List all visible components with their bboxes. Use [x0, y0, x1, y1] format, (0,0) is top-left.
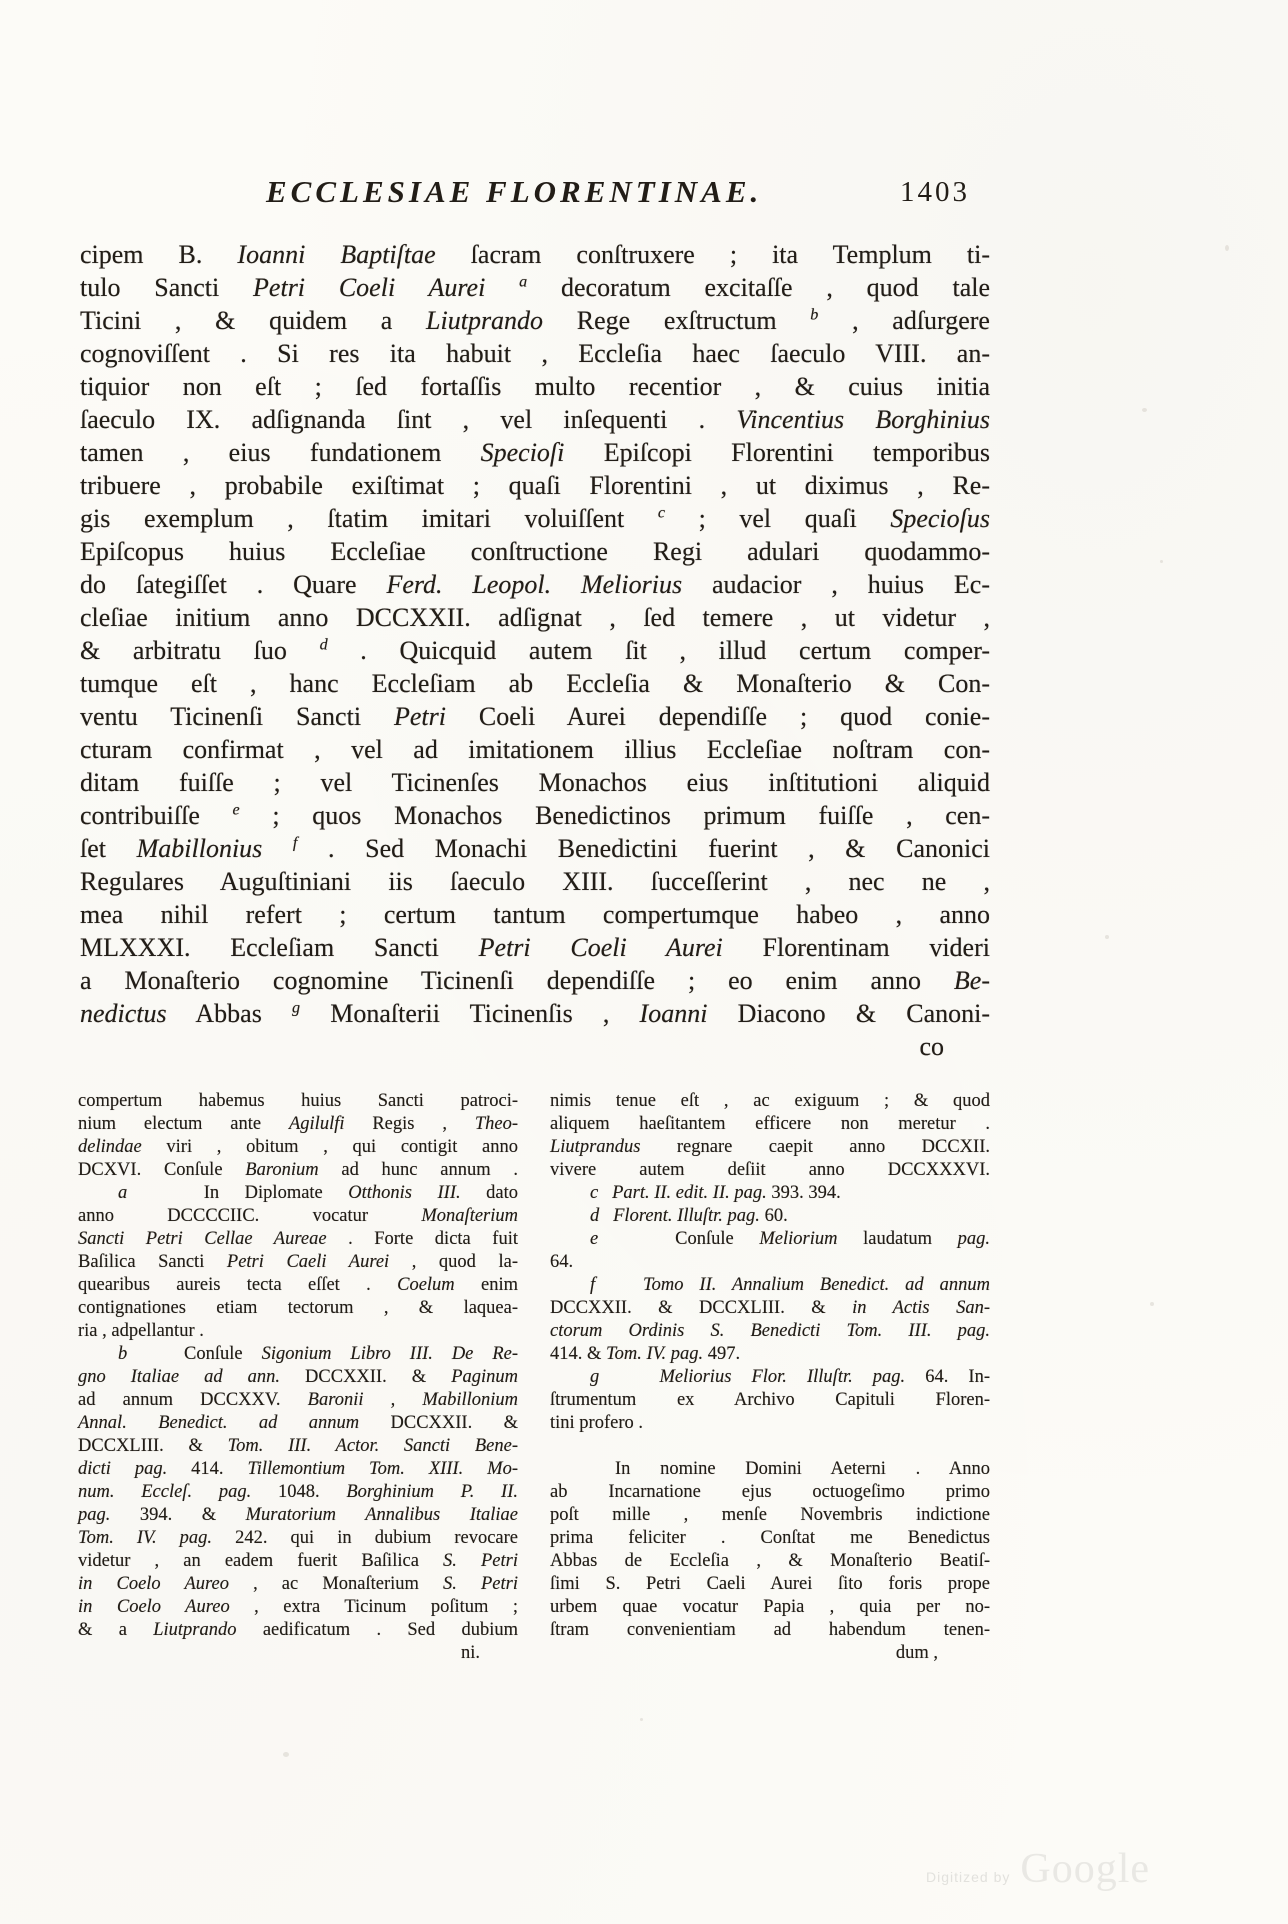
text-segment: Coeli Aurei dependiſſe ; quod conie-	[445, 702, 990, 731]
text-segment: viri , obitum , qui contigit anno	[141, 1137, 518, 1157]
text-segment: c	[590, 1183, 599, 1203]
text-segment: urbem quae vocatur Papia , quia per no-	[550, 1597, 990, 1617]
text-segment: Sigonium Libro III. De Re-	[261, 1344, 518, 1364]
text-segment: prima feliciter . Conſtat me Benedictus	[550, 1528, 990, 1548]
text-segment	[262, 834, 293, 863]
text-line	[78, 1205, 518, 1228]
footnote-marker: b	[810, 306, 819, 324]
text-segment: Liutprando	[426, 306, 544, 335]
text-segment: Monaſterium	[421, 1206, 518, 1226]
text-segment: dato	[460, 1183, 518, 1203]
text-line	[550, 1435, 990, 1458]
text-line	[78, 1090, 518, 1113]
text-line	[80, 535, 990, 568]
text-line	[550, 1504, 990, 1527]
footnote-marker: g	[291, 999, 301, 1017]
text-segment: 60.	[759, 1206, 788, 1226]
page-number: 1403	[900, 176, 970, 208]
text-segment: Theo-	[474, 1114, 518, 1134]
text-line	[80, 304, 990, 337]
text-segment: Muratorium Annalibus Italiae	[245, 1505, 518, 1525]
text-line	[80, 865, 990, 898]
text-line	[80, 766, 990, 799]
text-segment: ad hunc annum .	[318, 1160, 518, 1180]
text-segment: gno Italiae ad ann.	[78, 1367, 280, 1387]
text-line	[78, 1389, 518, 1412]
scan-speck	[640, 1718, 643, 1721]
text-line	[80, 436, 990, 469]
text-segment: Abbas de Eccleſia , & Monaſterio Beatiſ-	[550, 1551, 990, 1571]
footnote-left-lines	[78, 1090, 518, 1642]
text-segment: Liutprandus	[550, 1137, 641, 1157]
text-segment	[485, 273, 519, 302]
text-segment: e	[590, 1229, 599, 1249]
watermark	[926, 1845, 1150, 1893]
text-segment: a Monaſterio cognomine Ticinenſi dependiſſe ; eo enim anno	[80, 966, 954, 995]
text-line	[550, 1113, 990, 1136]
text-segment: ſimi S. Petri Caeli Aurei ſito foris prope	[550, 1574, 990, 1594]
text-segment: Petri Caeli Aurei	[226, 1252, 390, 1272]
text-segment: g	[590, 1367, 600, 1387]
text-line	[80, 271, 990, 304]
text-segment: Tomo II. Annalium Benedict. ad annum	[643, 1275, 991, 1295]
text-segment: , extra Ticinum poſitum ;	[229, 1597, 518, 1617]
text-segment: tribuere , probabile exiſtimat ; quaſi Florentini , ut diximus , Re-	[80, 471, 990, 500]
text-line	[78, 1596, 518, 1619]
text-segment: quearibus aureis tecta eſſet .	[78, 1275, 398, 1295]
text-segment: 1048.	[251, 1482, 347, 1502]
text-line	[550, 1343, 990, 1366]
text-segment: in Actis San-	[852, 1298, 990, 1318]
scan-speck	[1142, 408, 1147, 412]
footnote-right-lines	[550, 1090, 990, 1642]
text-segment: aliquem haeſitantem efficere non meretur .	[550, 1114, 990, 1134]
text-segment: do ſategiſſet . Quare	[80, 570, 387, 599]
footnote-marker: d	[319, 636, 328, 654]
text-segment: DCCXXII. &	[359, 1413, 518, 1433]
footnotes-section	[78, 1090, 990, 1665]
text-segment: ria , adpellantur .	[78, 1321, 204, 1341]
text-line	[78, 1573, 518, 1596]
text-segment: Annal. Benedict. ad annum	[78, 1413, 360, 1433]
text-segment: Regis ,	[344, 1114, 475, 1134]
text-line	[550, 1205, 990, 1228]
text-line	[550, 1527, 990, 1550]
text-segment: 414. &	[550, 1344, 607, 1364]
text-segment: ſaeculo IX. adſignanda ſint , vel inſequenti .	[80, 405, 737, 434]
text-segment: DCCXLIII. &	[78, 1436, 228, 1456]
text-line	[80, 403, 990, 436]
text-line	[550, 1366, 990, 1389]
text-segment: 242. qui in dubium revocare	[212, 1528, 518, 1548]
text-segment: nedictus	[80, 999, 167, 1028]
text-line	[80, 964, 990, 997]
footnote-marker: f	[292, 834, 298, 852]
text-segment: Specioſus	[890, 504, 990, 533]
text-segment: Tom. IV. pag.	[606, 1344, 704, 1364]
text-segment: Part. II. edit. II. pag.	[612, 1183, 767, 1203]
text-segment: Sancti Petri Cellae Aureae	[78, 1229, 327, 1249]
google-logo: Google	[1020, 1846, 1151, 1892]
text-segment: Tillemontium Tom. XIII. Mo-	[247, 1459, 518, 1479]
text-segment: Otthonis III.	[348, 1183, 461, 1203]
text-segment: num. Eccleſ. pag.	[78, 1482, 252, 1502]
text-line	[78, 1159, 518, 1182]
text-segment: ad annum DCCXXV.	[78, 1390, 308, 1410]
text-segment: Paginum	[451, 1367, 518, 1387]
text-segment: Baſilica Sancti	[78, 1252, 227, 1272]
scan-speck	[1160, 560, 1163, 563]
catchword-main: co	[919, 1032, 944, 1061]
text-segment: tamen , eius fundationem	[80, 438, 481, 467]
text-line	[78, 1320, 518, 1343]
text-segment: Regulares Auguſtiniani iis ſaeculo XIII. ſucceſſerint , nec ne ,	[80, 867, 990, 896]
text-segment: ſtrumentum ex Archivo Capituli Floren-	[550, 1390, 990, 1410]
text-segment: Specioſi	[480, 438, 565, 467]
text-segment: S. Petri	[443, 1574, 518, 1594]
text-segment: Conſule	[598, 1229, 760, 1249]
text-segment: decoratum excitaſſe , quod tale	[527, 273, 991, 302]
text-line	[80, 469, 990, 502]
text-line	[550, 1090, 990, 1113]
text-segment: tulo Sancti	[80, 273, 254, 302]
text-line	[550, 1159, 990, 1182]
text-segment: In nomine Domini Aeterni . Anno	[615, 1459, 990, 1479]
scan-speck	[283, 1752, 289, 1757]
text-segment: Ioanni Baptiſtae	[237, 240, 436, 269]
text-segment: Vincentius Borghinius	[736, 405, 990, 434]
text-segment: Diacono & Canoni-	[707, 999, 990, 1028]
text-segment: tiquior non eſt ; ſed fortaſſis multo recentior , & cuius initia	[80, 372, 990, 401]
text-segment: Borghinium P. II.	[346, 1482, 519, 1502]
text-segment: Coelum	[397, 1275, 455, 1295]
text-segment: Ioanni	[639, 999, 708, 1028]
text-segment: Florentinam videri	[722, 933, 990, 962]
footnote-column-left	[78, 1090, 518, 1665]
text-line	[80, 568, 990, 601]
scan-speck	[1150, 1302, 1154, 1306]
footnote-marker: e	[232, 801, 240, 819]
text-segment: Mabillonius	[136, 834, 263, 863]
text-segment: . Sed Monachi Benedictini fuerint , & Canonici	[297, 834, 990, 863]
text-segment	[595, 1275, 643, 1295]
text-segment: In Diplomate	[127, 1183, 349, 1203]
text-segment: Tom. III. Actor. Sancti Bene-	[227, 1436, 518, 1456]
text-segment: tini profero .	[550, 1413, 643, 1433]
text-line	[78, 1481, 518, 1504]
text-segment	[598, 1183, 612, 1203]
text-line	[550, 1596, 990, 1619]
text-line	[550, 1550, 990, 1573]
text-segment: Epiſcopi Florentini temporibus	[564, 438, 990, 467]
text-segment: Meliorium	[759, 1229, 838, 1249]
text-segment: in Coelo Aureo	[78, 1574, 229, 1594]
text-line	[550, 1274, 990, 1297]
text-segment: dicti pag.	[78, 1459, 168, 1479]
text-line	[80, 997, 990, 1030]
text-segment: Tom. IV. pag.	[78, 1528, 213, 1548]
text-segment: , ac Monaſterium	[228, 1574, 444, 1594]
text-line	[80, 238, 990, 271]
text-line	[80, 733, 990, 766]
text-segment: ſacram conſtruxere ; ita Templum ti-	[435, 240, 991, 269]
text-line	[80, 370, 990, 403]
text-segment: Abbas	[166, 999, 292, 1028]
text-segment: videtur , an eadem fuerit Baſilica	[78, 1551, 444, 1571]
text-line	[550, 1573, 990, 1596]
text-line	[550, 1297, 990, 1320]
text-line	[550, 1320, 990, 1343]
text-segment: Ticini , & quidem a	[80, 306, 427, 335]
text-segment: Epiſcopus huius Eccleſiae conſtructione Regi adulari quodammo-	[80, 537, 990, 566]
text-segment: MLXXXI. Eccleſiam Sancti	[80, 933, 479, 962]
text-segment: 393. 394.	[766, 1183, 841, 1203]
scan-speck	[1105, 935, 1109, 939]
text-segment	[599, 1206, 613, 1226]
text-segment: regnare caepit anno DCCXII.	[640, 1137, 990, 1157]
text-segment: , quod la-	[389, 1252, 519, 1272]
text-segment: , adſurgere	[818, 306, 990, 335]
text-segment: ſtram convenientiam ad habendum tenen-	[550, 1620, 990, 1640]
text-line	[78, 1274, 518, 1297]
text-segment: Florent. Illuſtr. pag.	[613, 1206, 760, 1226]
text-line	[80, 700, 990, 733]
text-segment: 64.	[550, 1252, 574, 1272]
text-segment: ab Incarnatione ejus octuogeſimo primo	[550, 1482, 990, 1502]
text-line	[550, 1619, 990, 1642]
text-segment: . Forte dicta fuit	[326, 1229, 518, 1249]
main-text-block	[80, 238, 990, 1063]
text-segment: . Quicquid autem ſit , illud certum comper-	[327, 636, 990, 665]
text-segment: aedificatum . Sed dubium	[236, 1620, 518, 1640]
text-segment: delindae	[78, 1137, 142, 1157]
text-segment: Baronii , Mabillonium	[307, 1390, 518, 1410]
text-segment: b	[118, 1344, 128, 1364]
running-header	[80, 170, 990, 218]
text-segment: cipem B.	[80, 240, 238, 269]
scan-speck	[1225, 245, 1229, 251]
footnote-marker: c	[657, 504, 665, 522]
text-segment: d	[590, 1206, 600, 1226]
text-segment: Agilulfi	[288, 1114, 345, 1134]
text-line	[80, 898, 990, 931]
text-segment: 64. In-	[905, 1367, 990, 1387]
text-segment: 497.	[703, 1344, 741, 1364]
text-segment: cognoviſſent . Si res ita habuit , Eccleſia haec ſaeculo VIII. an-	[80, 339, 990, 368]
text-line	[78, 1343, 518, 1366]
text-segment: laudatum	[837, 1229, 958, 1249]
text-line	[78, 1182, 518, 1205]
text-line	[78, 1113, 518, 1136]
text-segment: & a	[78, 1620, 154, 1640]
text-segment: & arbitratu ſuo	[80, 636, 320, 665]
text-segment: Be-	[953, 966, 990, 995]
text-segment: ctorum Ordinis S. Benedicti Tom. III. pag.	[550, 1321, 990, 1341]
main-text-lines	[80, 238, 990, 1030]
text-segment: Ferd. Leopol. Meliorius	[386, 570, 683, 599]
text-line	[80, 601, 990, 634]
text-segment: Petri	[393, 702, 446, 731]
text-segment: ventu Ticinenſi Sancti	[80, 702, 394, 731]
text-segment: ; quos Monachos Benedictinos primum fuiſſe , cen-	[239, 801, 990, 830]
text-segment: ſet	[80, 834, 137, 863]
text-line	[550, 1458, 990, 1481]
text-segment: a	[118, 1183, 128, 1203]
text-segment: f	[590, 1275, 596, 1295]
text-line	[78, 1297, 518, 1320]
text-line	[550, 1389, 990, 1412]
text-segment: pag.	[78, 1505, 111, 1525]
text-segment: mea nihil refert ; certum tantum compertumque habeo , anno	[80, 900, 990, 929]
text-segment: tumque eſt , hanc Eccleſiam ab Eccleſia & Monaſterio & Con-	[80, 669, 990, 698]
catchword-footnote-right: dum ,	[895, 1643, 938, 1663]
text-segment: vivere autem deſiit anno DCCXXXVI.	[550, 1160, 990, 1180]
text-line	[550, 1182, 990, 1205]
text-segment: poſt mille , menſe Novembris indictione	[550, 1505, 990, 1525]
text-segment: cleſiae initium anno DCCXXII. adſignat , ſed temere , ut videtur ,	[80, 603, 990, 632]
text-segment: contignationes etiam tectorum , & laquea-	[78, 1298, 518, 1318]
text-segment: 414.	[167, 1459, 248, 1479]
text-line	[78, 1136, 518, 1159]
text-line	[550, 1228, 990, 1251]
text-line	[80, 931, 990, 964]
watermark-prefix: Digitized by	[926, 1869, 1011, 1885]
footnote-marker: a	[519, 273, 528, 291]
text-line	[78, 1504, 518, 1527]
text-line	[78, 1251, 518, 1274]
text-segment: Petri Coeli Aurei	[253, 273, 486, 302]
text-line	[78, 1435, 518, 1458]
text-segment: in Coelo Aureo	[78, 1597, 230, 1617]
text-segment: nimis tenue eſt , ac exiguum ; & quod	[550, 1091, 990, 1111]
text-segment: gis exemplum , ſtatim imitari voluiſſent	[80, 504, 658, 533]
text-segment: ditam fuiſſe ; vel Ticinenſes Monachos eius inſtitutioni aliquid	[80, 768, 990, 797]
text-segment: Conſule	[127, 1344, 262, 1364]
text-segment: Liutprando	[153, 1620, 237, 1640]
text-line	[78, 1527, 518, 1550]
text-line	[78, 1228, 518, 1251]
text-segment: Petri Coeli Aurei	[478, 933, 723, 962]
text-segment: nium electum ante	[78, 1114, 289, 1134]
footnote-column-right	[550, 1090, 990, 1665]
text-segment: audacior , huius Ec-	[682, 570, 990, 599]
text-segment: cturam confirmat , vel ad imitationem illius Eccleſiae noſtram con-	[80, 735, 990, 764]
text-segment: Meliorius Flor. Illuſtr. pag.	[659, 1367, 906, 1387]
text-segment: S. Petri	[443, 1551, 518, 1571]
text-line	[78, 1458, 518, 1481]
text-segment: contribuiſſe	[80, 801, 233, 830]
text-line	[550, 1136, 990, 1159]
text-line	[80, 799, 990, 832]
catchword-footnote-left: ni.	[460, 1643, 480, 1663]
text-segment: DCCXXII. &	[280, 1367, 452, 1387]
text-segment: Monaſterii Ticinenſis ,	[300, 999, 640, 1028]
text-line	[80, 832, 990, 865]
text-segment: ; vel quaſi	[664, 504, 891, 533]
text-segment: 394. &	[110, 1505, 246, 1525]
text-line	[80, 337, 990, 370]
text-line	[78, 1550, 518, 1573]
text-segment	[599, 1367, 659, 1387]
text-segment: anno DCCCCIIC. vocatur	[78, 1206, 422, 1226]
page-title: ECCLESIAE FLORENTINAE.	[266, 174, 763, 209]
text-line	[550, 1481, 990, 1504]
text-line	[80, 634, 990, 667]
text-line	[550, 1251, 990, 1274]
text-segment: pag.	[957, 1229, 990, 1249]
text-line	[550, 1412, 990, 1435]
text-segment: DCXVI. Conſule	[78, 1160, 246, 1180]
text-line	[78, 1412, 518, 1435]
text-line	[78, 1366, 518, 1389]
text-segment: Baronium	[245, 1160, 319, 1180]
text-segment: Rege exſtructum	[543, 306, 811, 335]
text-segment: compertum habemus huius Sancti patroci-	[78, 1091, 518, 1111]
text-segment: enim	[454, 1275, 518, 1295]
text-line	[78, 1619, 518, 1642]
text-line	[80, 502, 990, 535]
text-line	[80, 667, 990, 700]
text-segment: DCCXXII. & DCCXLIII. &	[550, 1298, 853, 1318]
